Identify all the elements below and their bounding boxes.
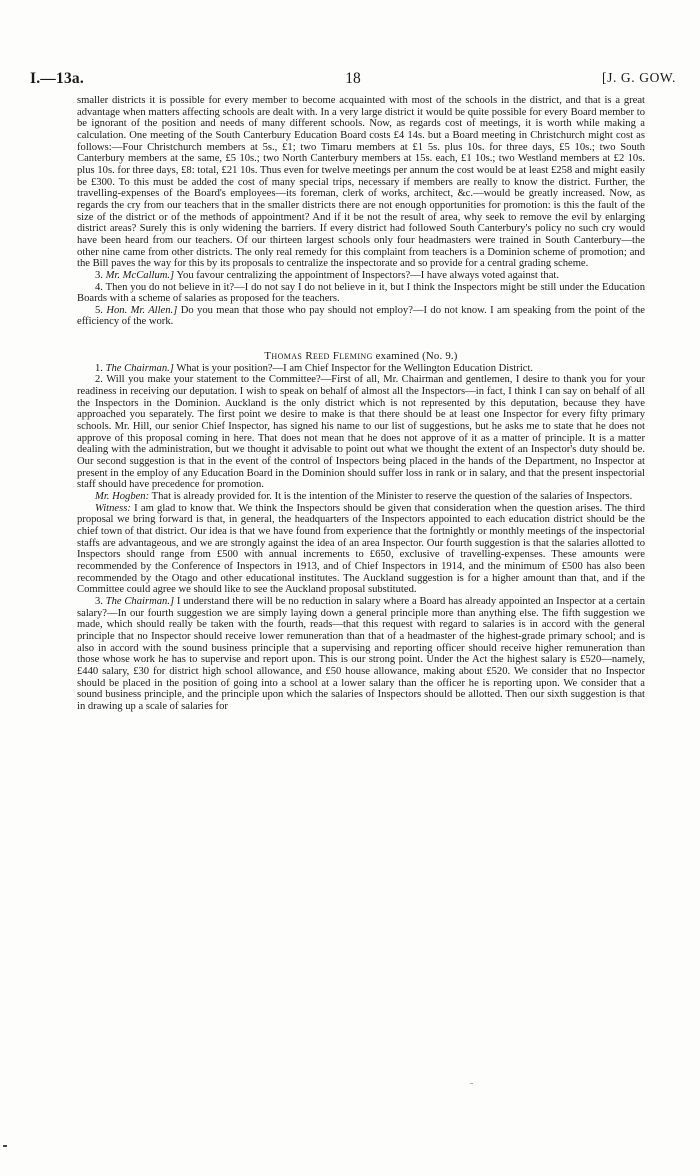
question-number: 5. [95,304,103,316]
question-text: I understand there will be no reduction in salary where a Board has already appointed an Inspector at a certain salary?—In our fourth suggestion we are simply laying down a general principle more than anything else. The fifth suggestion we made, which should really be taken with the fourth, reads—that this request with regard to salaries is in accord with the general principle that no Inspector should receive lower remuneration than that of a headmaster of the highest-grade primary school; and is also in accord with the sound business principle that a supervising and reporting officer should receive higher remuneration than those whose work he has to supervise and report upon. This is our strong point. Under the Act the highest salary is £520—namely, £440 salary, £30 for district high school allowance, and £50 house allowance, making about £520. We consider that no Inspector should be placed in the position of going into a school at a lower salary than the officer he is reporting upon. We consider that a sound business principle, and the principle upon which the salaries of Inspectors should be allotted. Then our sixth suggestion is that in drawing up a scale of salaries for [77,595,645,712]
paragraph-question-3b [77,596,645,713]
witness-running-head: [J. G. GOW. [602,70,676,85]
section-spacer [77,328,645,351]
report-code: I.—13a. [30,70,84,87]
paragraph-question-1 [77,363,645,375]
paragraph-question-3 [77,270,645,282]
speaker-name: The Chairman.] [105,362,174,374]
question-number: 3. [95,269,103,281]
witness-heading [77,351,645,363]
page-header [30,70,676,94]
question-text: You favour centralizing the appointment of Inspectors?—I have always voted against that. [176,269,559,281]
question-number: 3. [95,595,103,607]
page-number: 18 [345,70,361,87]
scan-edge-mark [3,1145,7,1147]
statement-text: That is already provided for. It is the intention of the Minister to reserve the question of the salaries of Inspectors. [151,491,633,502]
paragraph-continued: smaller districts it is possible for every member to become acquainted with most of the schools in the district, and that is a great advantage when matters affecting schools are dealt with. In a very large district it would be quite possible for every Board member to be ignorant of the position and needs of many different schools. Now, as regards cost of meetings, it is worth while making a calculation. One meeting of the South Canterbury Education Board costs £4 14s. but a Board meeting in Christchurch might cost as follows:—Four Christchurch members at 5s., £1; two Timaru members at £1 5s. plus 10s. for three days, £5 10s.; two South Canterbury members at the same, £5 10s.; two North Canterbury members at 15s. each, £1 10s.; two Westland members at £2 10s. plus 10s. for three days, £8: total, £21 10s. Thus even for twelve meetings per annum the cost would be at least £258 and might easily be £300. To this must be added the cost of many special trips, necessary if members are really to know the district. Further, the travelling-expenses of the Board's employees—its foreman, clerk of works, architect, &c.—would be greatly increased. Now, as regards the cry from our teachers that in the smaller districts there are not enough opportunities for promotion: is this the fault of the size of the district or of the methods of appointment? And if it be not the result of area, why seek to remove the evil by enlarging district areas? Surely this is only widening the barriers. If every district had followed South Canterbury's policy no such cry would have been heard from our teachers. Of our thirteen largest schools only four headmasters were trained in South Canterbury—the other nine came from other districts. The only real remedy for this complaint from teachers is a Dominion scheme of promotion; and the Bill paves the way for this by its proposals to centralize the inspectorate and so provide for a central grading scheme. [77,95,645,270]
speaker-name: The Chairman.] [105,595,175,607]
paragraph-witness [77,503,645,596]
question-text: Do you mean that those who pay should not employ?—I do not know. I am speaking from the point of the efficiency of the work. [77,304,645,328]
witness-name: Thomas Reed Fleming [264,350,373,363]
paragraph-question-4: 4. Then you do not believe in it?—I do not say I do not believe in it, but I think the Inspectors might be still under the Education Boards with a scheme of salaries as proposed for the teachers. [77,281,645,305]
witness-heading-rest: examined (No. 9.) [375,350,458,363]
speaker-name: Mr. Hogben: [95,491,150,502]
speaker-name: Witness: [95,502,131,514]
paragraph-question-2: 2. Will you make your statement to the Committee?—First of all, Mr. Chairman and gentlemen, I desire to thank you for your readiness in receiving our deputation. I wish to speak on behalf of almost all the Inspectors—in fact, I think I can say on behalf of all the Inspectors in the Dominion. Auckland is the only district which is not represented by this deputation, because they have approached you separately. The first point we desire to make is that there should be at least one Inspector for every fifty primary schools. Mr. Hill, our senior Chief Inspector, has signed his name to our list of suggestions, but he asks me to state that he does not approve of this proposal coming in here. That does not mean that he does not approve of it as a matter of principle. It is a matter dealing with the administration, but we thought it advisable to point out what we thought the extent of an Inspector's duty should be. Our second suggestion is that in the event of the control of Inspectors being placed in the hands of the Department, no Inspector at present in the employ of any Education Board in the Dominion should suffer loss in rank or in salary, and that the present inspectorial staff should have precedence for promotion. [77,374,645,491]
statement-text: I am glad to know that. We think the Inspectors should be given that consideration when the question arises. The third proposal we bring forward is that, in general, the headquarters of the Inspectors appointed to each education district should be the chief town of that district. Our idea is that we have found from experience that the fortnightly or monthly meetings of the inspectorial staffs are advantageous, and we are strongly against the idea of an area Inspector. Our fourth suggestion is that the salaries allotted to Inspectors should range from £500 with annual increments to £650, exclusive of travelling-expenses. These amounts were recommended by the Conference of Inspectors in 1913, and of Chief Inspectors in 1914, and the minimum of £500 has also been recommended by the Otago and other educational institutes. The Auckland suggestion is for a higher amount than that, and if the Committee could agree we should like to see the Auckland proposal substituted. [77,502,645,596]
speaker-name: Hon. Mr. Allen.] [106,304,178,316]
question-number: 1. [95,362,103,374]
speaker-name: Mr. McCallum.] [105,269,175,281]
page-body [77,95,645,712]
paragraph-question-5 [77,305,645,328]
paragraph-hogben [77,491,645,503]
scan-speck [470,1083,473,1084]
question-text: What is your position?—I am Chief Inspector for the Wellington Education District. [176,362,534,374]
